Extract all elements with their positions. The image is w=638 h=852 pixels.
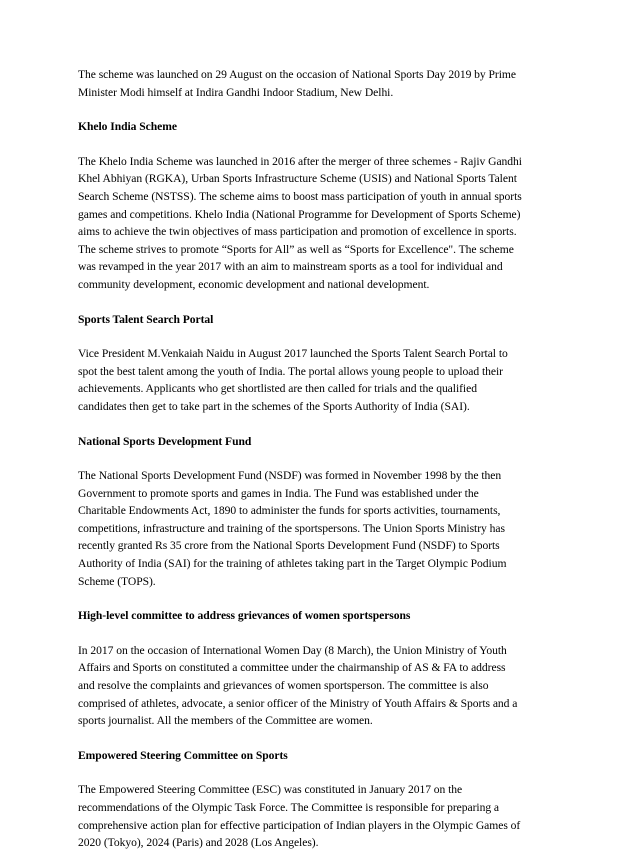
paragraph (78, 642, 568, 730)
block-spacer (78, 764, 568, 781)
paragraph-line: community development, economic development and national development. (78, 277, 430, 291)
paragraph-line: competitions, infrastructure and training of the sportspersons. The Union Sports Ministry has (78, 521, 505, 535)
section-heading (78, 433, 568, 451)
paragraph-line: The Empowered Steering Committee (ESC) was constituted in January 2017 on the (78, 783, 463, 797)
paragraph (78, 66, 568, 101)
section-heading (78, 747, 568, 765)
paragraph-line: Vice President M.Venkaiah Naidu in August 2017 launched the Sports Talent Search Portal to (78, 347, 508, 361)
paragraph-line: recently granted Rs 35 crore from the National Sports Development Fund (NSDF) to Sports (78, 539, 500, 553)
paragraph-line: The Khelo India Scheme was launched in 2016 after the merger of three schemes - Rajiv Gandhi (78, 154, 522, 168)
paragraph-line: recommendations of the Olympic Task Force. The Committee is responsible for preparing a (78, 801, 500, 814)
paragraph-line: The scheme strives to promote “Sports for All” as well as “Sports for Excellence". The scheme (78, 242, 514, 256)
paragraph-line: Khel Abhiyan (RGKA), Urban Sports Infrastructure Scheme (USIS) and National Sports Talent (78, 172, 517, 186)
section-heading (78, 118, 568, 136)
paragraph-line: Affairs and Sports on constituted a committee under the chairmanship of AS & FA to address (78, 661, 506, 675)
paragraph-line: candidates then get to take part in the schemes of the Sports Authority of India (SAI). (78, 399, 470, 413)
paragraph-line: and resolve the complaints and grievances of women sportsperson. The committee is also (78, 679, 489, 693)
paragraph-line: Authority of India (SAI) for the training of athletes taking part in the Target Olympic Podium (78, 557, 507, 571)
paragraph-line: spot the best talent among the youth of India. The portal allows young people to upload their (78, 364, 503, 378)
heading-text: National Sports Development Fund (78, 434, 252, 448)
paragraph-line: Charitable Endowments Act, 1890 to administer the funds for sports activities, tournaments, (78, 504, 501, 518)
heading-text: Empowered Steering Committee on Sports (78, 748, 288, 762)
paragraph (78, 345, 568, 415)
block-spacer (78, 101, 568, 118)
paragraph-line: achievements. Applicants who get shortlisted are then called for trials and the qualified (78, 382, 477, 396)
block-spacer (78, 450, 568, 467)
paragraph-line: The scheme was launched on 29 August on the occasion of National Sports Day 2019 by Prime (78, 68, 516, 81)
block-spacer (78, 416, 568, 433)
block-spacer (78, 136, 568, 153)
paragraph-line: comprised of athletes, advocate, a senior officer of the Ministry of Youth Affairs & Sports and a (78, 696, 518, 710)
paragraph-line: Search Scheme (NSTSS). The scheme aims to boost mass participation of youth in annual sports (78, 189, 522, 203)
block-spacer (78, 730, 568, 747)
paragraph-line: Minister Modi himself at Indira Gandhi Indoor Stadium, New Delhi. (78, 85, 394, 99)
paragraph-line: sports journalist. All the members of the Committee are women. (78, 714, 373, 728)
section-heading (78, 311, 568, 329)
paragraph-line: was revamped in the year 2017 with an aim to mainstream sports as a tool for individual and (78, 260, 503, 274)
paragraph (78, 467, 568, 590)
paragraph-line: games and competitions. Khelo India (National Programme for Development of Sports Scheme) (78, 207, 521, 221)
heading-text: High-level committee to address grievances of women sportspersons (78, 609, 411, 623)
block-spacer (78, 328, 568, 345)
paragraph-line: 2020 (Tokyo), 2024 (Paris) and 2028 (Los Angeles). (78, 836, 319, 850)
paragraph (78, 153, 568, 294)
paragraph (78, 781, 568, 851)
paragraph-line: In 2017 on the occasion of International Women Day (8 March), the Union Ministry of Youth (78, 643, 507, 657)
paragraph-line: Scheme (TOPS). (78, 574, 156, 588)
block-spacer (78, 590, 568, 607)
paragraph-line: The National Sports Development Fund (NSDF) was formed in November 1998 by the then (78, 469, 502, 483)
heading-text: Khelo India Scheme (78, 120, 177, 134)
document-page (78, 66, 568, 852)
block-spacer (78, 625, 568, 642)
section-heading (78, 607, 568, 625)
paragraph-line: Government to promote sports and games in India. The Fund was established under the (78, 486, 479, 500)
document-body (78, 66, 568, 852)
block-spacer (78, 294, 568, 311)
paragraph-line: aims to achieve the twin objectives of mass participation and promotion of excellence in sports. (78, 225, 517, 239)
heading-text: Sports Talent Search Portal (78, 312, 214, 326)
paragraph-line: comprehensive action plan for effective participation of Indian players in the Olympic Games of (78, 818, 521, 832)
